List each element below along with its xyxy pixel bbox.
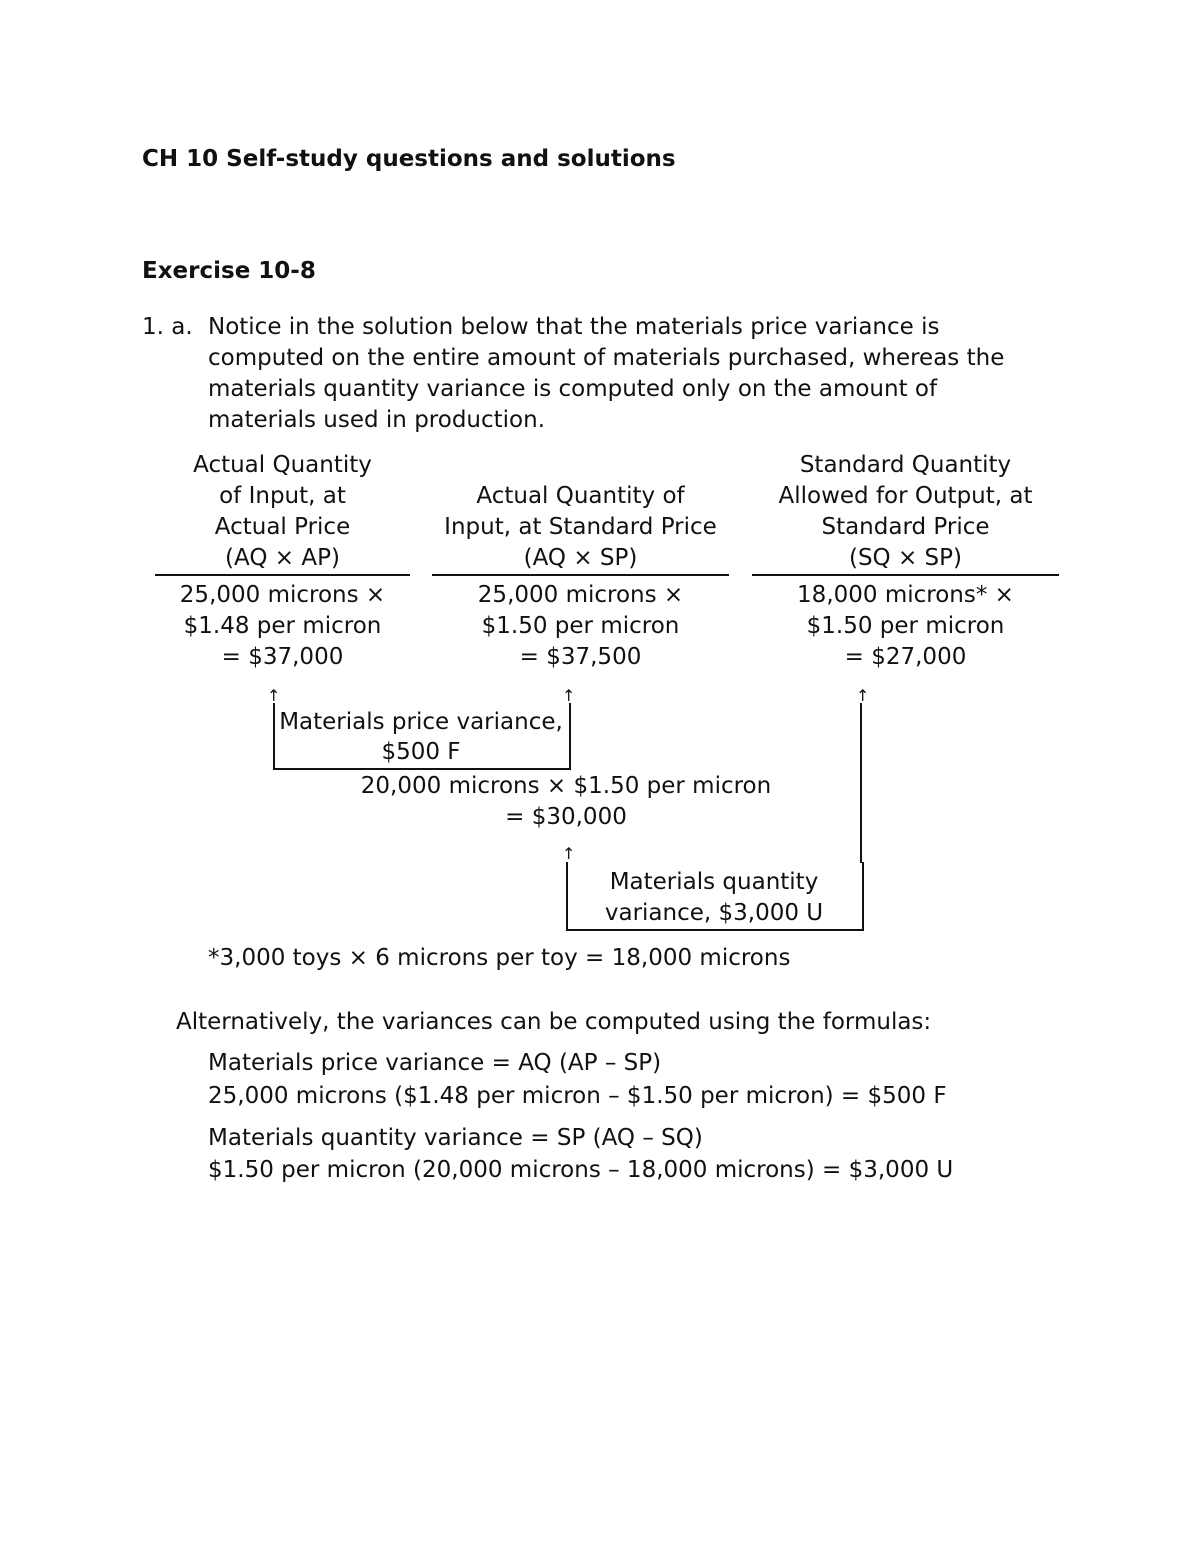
- column-body-line: 25,000 microns ×: [477, 582, 684, 608]
- price-variance-formula: Materials price variance = AQ (AP – SP): [208, 1050, 662, 1076]
- intro-line: Notice in the solution below that the materials price variance is: [208, 314, 940, 340]
- alternative-intro: Alternatively, the variances can be computed using the formulas:: [176, 1009, 932, 1035]
- intro-line: computed on the entire amount of materials purchased, whereas the: [208, 345, 1005, 371]
- column-header-line: Actual Price: [214, 514, 351, 540]
- column-aq-sp-header: [432, 481, 729, 574]
- intro-label: 1. a.: [142, 314, 193, 340]
- column-header-line: Allowed for Output, at: [778, 483, 1033, 509]
- footnote: *3,000 toys × 6 microns per toy = 18,000 microns: [208, 945, 791, 971]
- column-header-line: (AQ × AP): [225, 545, 340, 571]
- exercise-heading: Exercise 10-8: [142, 258, 316, 284]
- price-variance-calculation: 25,000 microns ($1.48 per micron – $1.50 per micron) = $500 F: [208, 1083, 947, 1109]
- column-sq-sp-rule: [752, 574, 1059, 576]
- price-variance-line: $500 F: [381, 739, 461, 765]
- column-header-line: Actual Quantity: [193, 452, 372, 478]
- column-header-line: Input, at Standard Price: [444, 514, 717, 540]
- middle-calc-line: 20,000 microns × $1.50 per micron: [360, 773, 772, 799]
- intro-paragraph: [208, 312, 1004, 436]
- column-aq-ap-rule: [155, 574, 410, 576]
- column-body-line: = $37,000: [221, 644, 344, 670]
- up-arrow-icon: ↑: [856, 686, 870, 705]
- column-sq-sp-body: [752, 580, 1059, 673]
- quantity-variance-formula: Materials quantity variance = SP (AQ – SQ): [208, 1125, 703, 1151]
- quantity-variance-line: variance, $3,000 U: [604, 900, 824, 926]
- column-header-line: (SQ × SP): [848, 545, 962, 571]
- quantity-connector-line: [860, 703, 862, 863]
- actual-used-calculation: [330, 771, 802, 833]
- up-arrow-icon: ↑: [562, 844, 576, 863]
- column-body-line: 18,000 microns* ×: [797, 582, 1014, 608]
- quantity-variance-calculation: $1.50 per micron (20,000 microns – 18,000 microns) = $3,000 U: [208, 1157, 954, 1183]
- column-aq-sp-rule: [432, 574, 729, 576]
- column-header-line: Standard Quantity: [799, 452, 1012, 478]
- up-arrow-icon: ↑: [562, 686, 576, 705]
- column-body-line: $1.48 per micron: [183, 613, 382, 639]
- column-aq-ap-header: [155, 450, 410, 574]
- intro-line: materials used in production.: [208, 407, 546, 433]
- column-aq-sp-body: [432, 580, 729, 673]
- column-body-line: $1.50 per micron: [806, 613, 1005, 639]
- intro-line: materials quantity variance is computed only on the amount of: [208, 376, 938, 402]
- column-header-line: of Input, at: [219, 483, 346, 509]
- column-header-line: Actual Quantity of: [476, 483, 685, 509]
- middle-calc-line: = $30,000: [505, 804, 627, 830]
- column-body-line: 25,000 microns ×: [179, 582, 386, 608]
- quantity-variance-line: Materials quantity: [609, 869, 819, 895]
- column-header-line: Standard Price: [821, 514, 990, 540]
- price-variance-label: [273, 707, 569, 767]
- column-sq-sp-header: [752, 450, 1059, 574]
- column-aq-ap-body: [155, 580, 410, 673]
- page-title: CH 10 Self-study questions and solutions: [142, 146, 676, 172]
- column-body-line: $1.50 per micron: [481, 613, 680, 639]
- price-variance-line: Materials price variance,: [279, 709, 563, 735]
- quantity-variance-label: [566, 867, 862, 929]
- column-body-line: = $37,500: [519, 644, 642, 670]
- column-body-line: = $27,000: [844, 644, 967, 670]
- column-header-line: (AQ × SP): [523, 545, 638, 571]
- up-arrow-icon: ↑: [267, 686, 281, 705]
